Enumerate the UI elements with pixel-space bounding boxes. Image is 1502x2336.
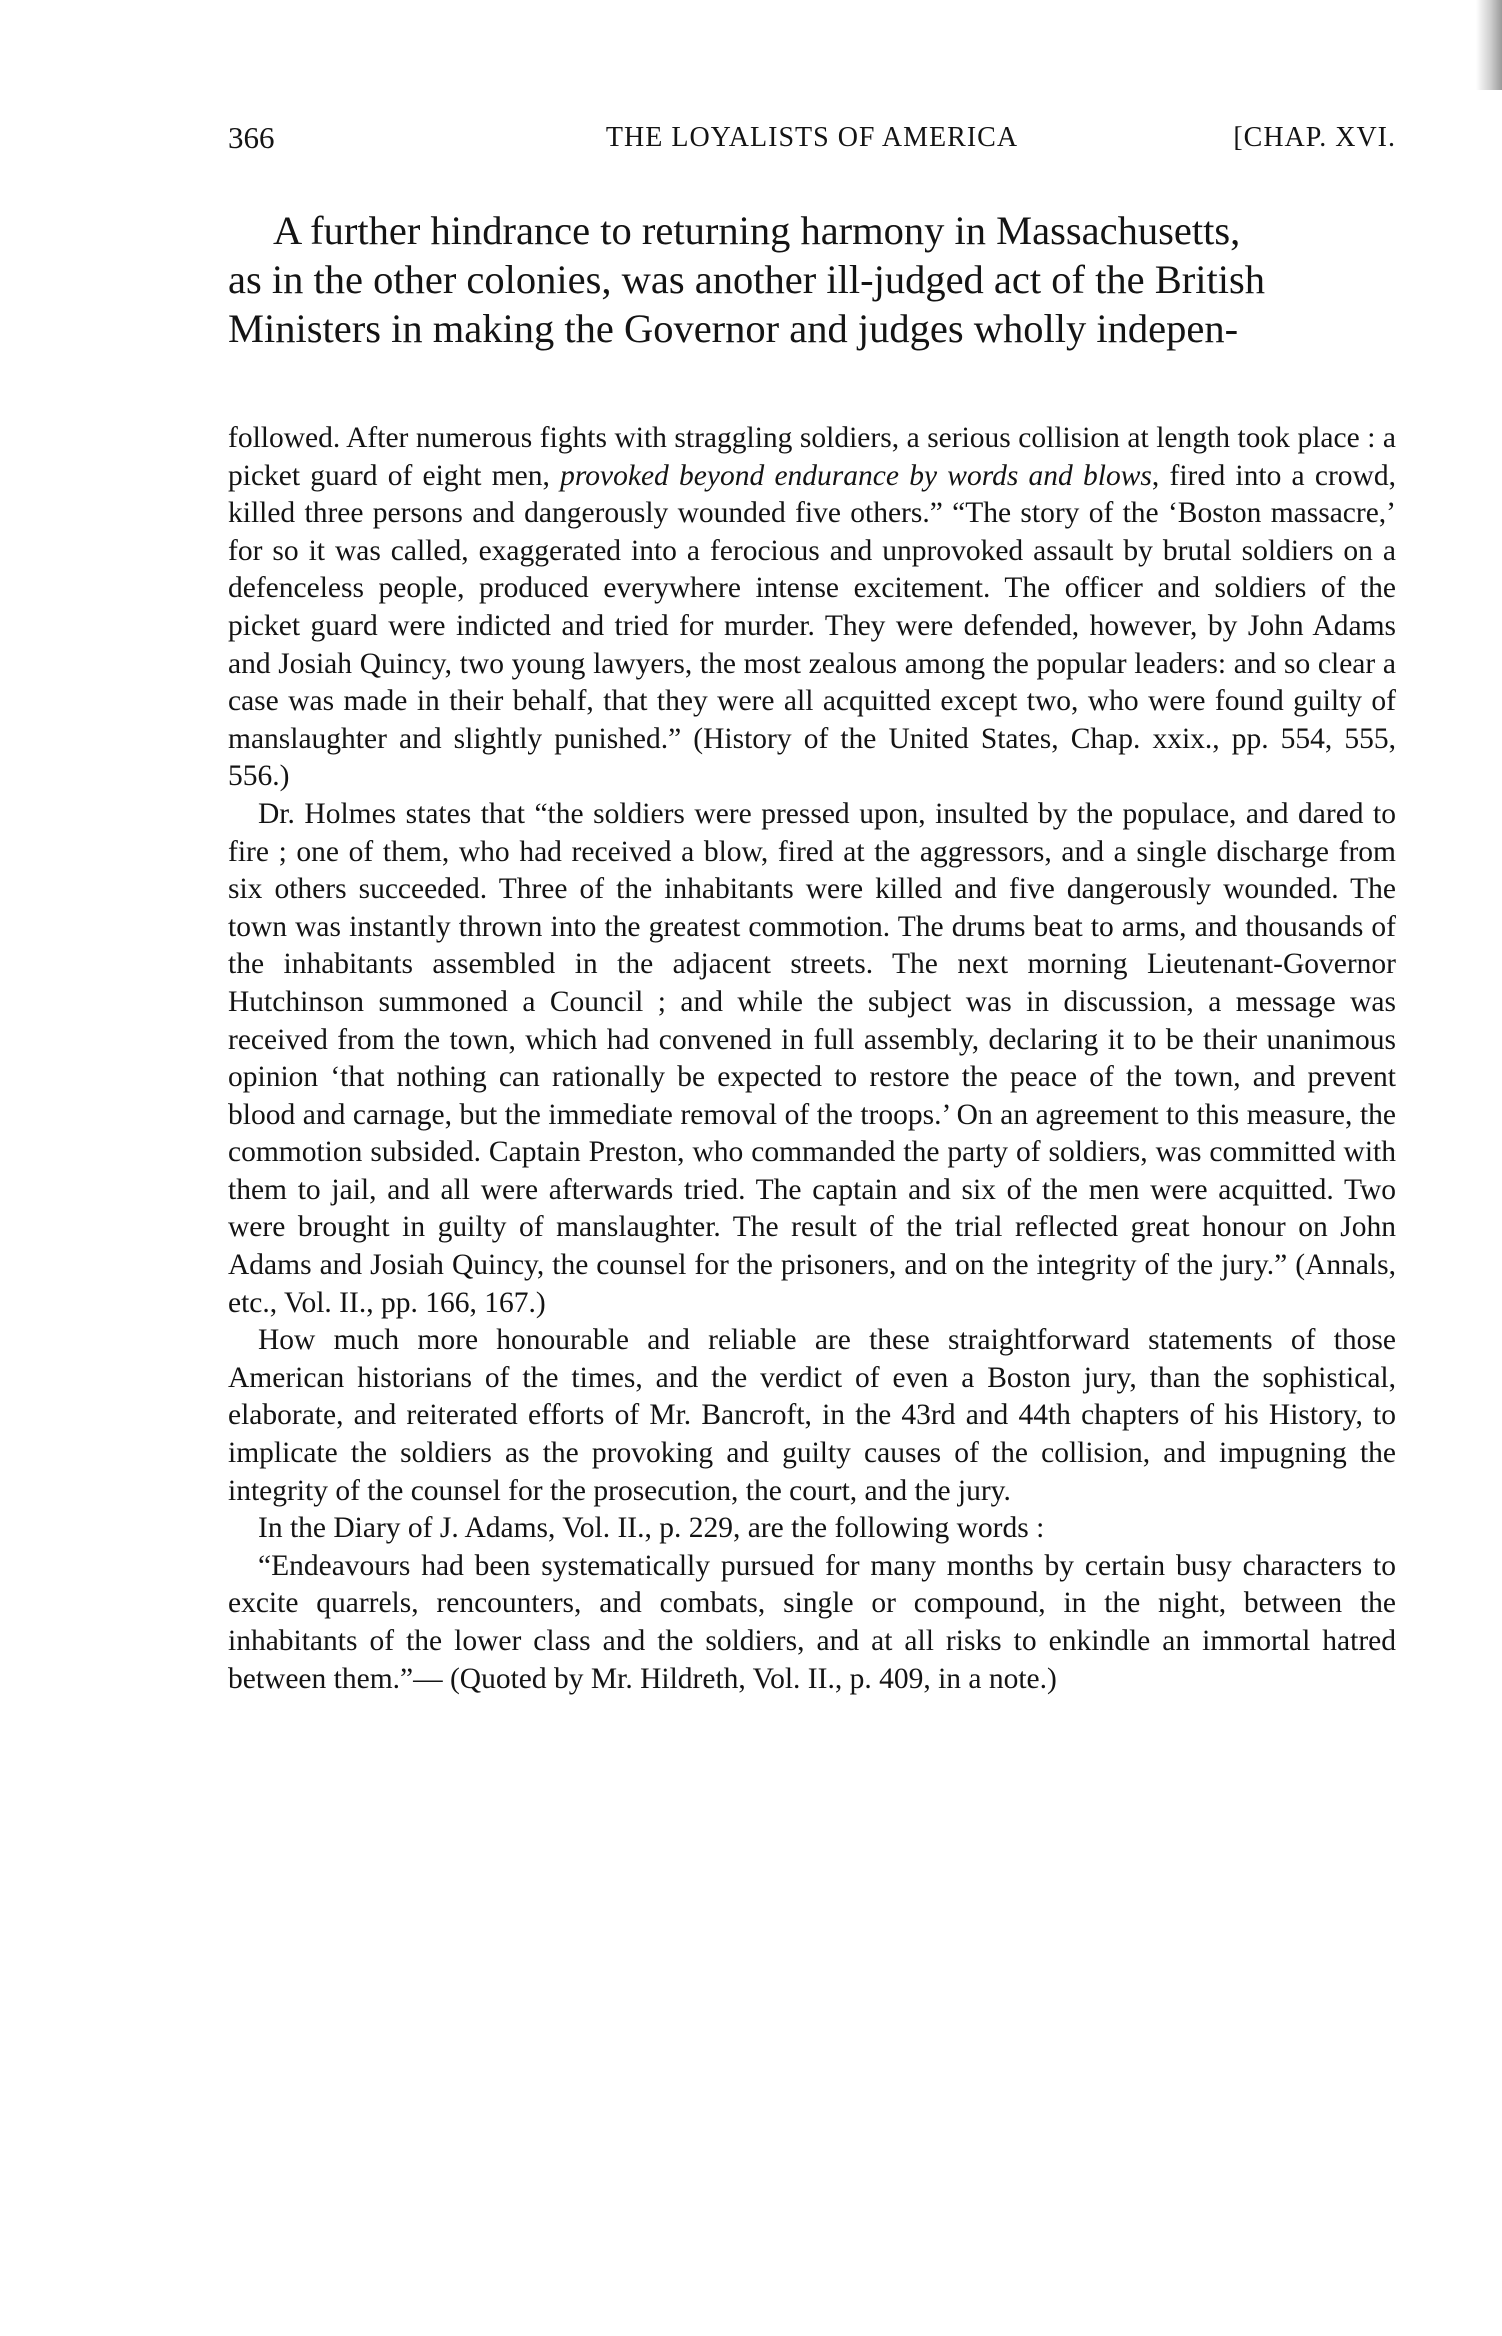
footnote-text: followed. After numerous fights with straggling soldiers, a serious collision at length took place : a picket guard of eight men, — [228, 422, 1396, 492]
footnote-paragraph: Dr. Holmes states that “the soldiers were pressed upon, insulted by the populace, and dared to fire ; one of them, who had received a blow, fired at the aggressors, and a single discharge from six others succeeded. Three of the inhabitants were killed and five dangerously wounded. The town was instantly thrown into the greatest commotion. The drums beat to arms, and thousands of the inhabitants assembled in the adjacent streets. The next morning Lieutenant-Governor Hutchinson summoned a Council ; and while the subject was in discussion, a message was received from the town, which had convened in full assembly, declaring it to be their unanimous opinion ‘that nothing can rationally be expected to restore the peace of the town, and prevent blood and carnage, but the immediate removal of the troops.’ On an agreement to this measure, the commotion subsided. Captain Preston, who commanded the party of soldiers, was committed with them to jail, and all were afterwards tried. The captain and six of the men were acquitted. Two were brought in guilty of manslaughter. The result of the trial reflected great honour on John Adams and Josiah Quincy, the counsel for the prisoners, and on the integrity of the jury.” (Annals, etc., Vol. II., pp. 166, 167.) — [228, 797, 1396, 1319]
main-text-line: as in the other colonies, was another ill-judged act of the British — [228, 257, 1265, 302]
main-text — [228, 206, 1396, 353]
footnote-block — [228, 420, 1396, 1698]
footnote-italic-text: provoked beyond endurance by words and blows — [560, 459, 1152, 492]
footnote-quote-paragraph: “Endeavours had been systematically pursued for many months by certain busy characters to excite quarrels, rencounters, and combats, single or compound, in the night, between the inhabitants of the lower class and the soldiers, and at all risks to enkindle an immortal hatred between them.”— (Quoted by Mr. Hildreth, Vol. II., p. 409, in a note.) — [228, 1549, 1396, 1695]
footnote-paragraph: In the Diary of J. Adams, Vol. II., p. 229, are the following words : — [258, 1512, 1045, 1545]
main-text-line: A further hindrance to returning harmony in Massachusetts, — [273, 208, 1241, 253]
running-title: THE LOYALISTS OF AMERICA — [605, 122, 1019, 153]
running-header — [228, 120, 1396, 180]
scan-edge-shadow — [1476, 0, 1502, 90]
page-number: 366 — [228, 120, 275, 155]
footnote-text: , fired into a crowd, killed three persons and dangerously wounded five others.” “The story of the ‘Boston massacre,’ for so it was called, exaggerated into a ferocious and unprovoked assault by brutal soldiers on a defenceless people, produced everywhere intense excitement. The officer and soldiers of the picket guard were indicted and tried for murder. They were defended, however, by John Adams and Josiah Quincy, two young lawyers, the most zealous among the popular leaders: and so clear a case was made in their behalf, that they were all acquitted except two, who were found guilty of manslaughter and slightly punished.” (History of the United States, Chap. xxix., pp. 554, 555, 556.) — [228, 459, 1396, 793]
footnote-paragraph — [228, 420, 1396, 796]
footnote-paragraph: How much more honourable and reliable are these straightforward statements of those American historians of the times, and the verdict of even a Boston jury, than the sophistical, elaborate, and reiterated efforts of Mr. Bancroft, in the 43rd and 44th chapters of his History, to implicate the soldiers as the provoking and guilty causes of the collision, and impugning the integrity of the counsel for the prosecution, the court, and the jury. — [228, 1324, 1396, 1507]
main-text-line: Ministers in making the Governor and judges wholly indepen- — [228, 306, 1239, 351]
chapter-label: [CHAP. XVI. — [1233, 122, 1396, 153]
